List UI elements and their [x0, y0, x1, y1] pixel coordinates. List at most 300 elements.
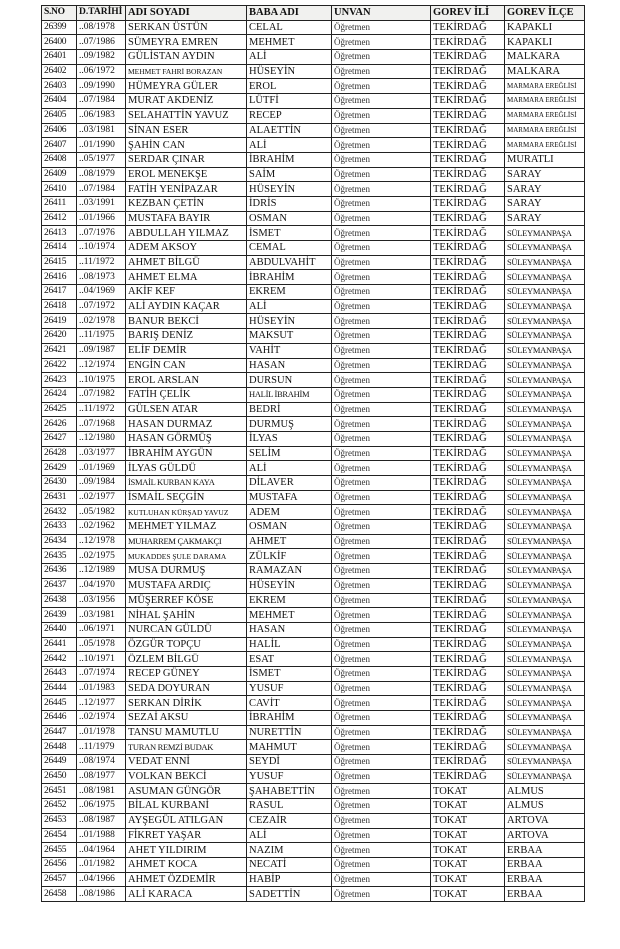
- cell-province: TEKİRDAĞ: [431, 226, 505, 241]
- cell-title: Öğretmen: [332, 740, 431, 755]
- table-row: [42, 314, 585, 329]
- cell-sno: 26454: [42, 828, 77, 843]
- cell-birth-date: ..12/1980: [77, 431, 126, 446]
- cell-birth-date: ..11/1972: [77, 402, 126, 417]
- cell-sno: 26429: [42, 461, 77, 476]
- table-row: [42, 94, 585, 109]
- cell-father-name: SADETTİN: [247, 887, 332, 902]
- cell-sno: 26426: [42, 417, 77, 432]
- cell-title: Öğretmen: [332, 50, 431, 65]
- cell-birth-date: ..06/1983: [77, 108, 126, 123]
- cell-name: SELAHATTİN YAVUZ: [126, 108, 247, 123]
- cell-name: HÜMEYRA GÜLER: [126, 79, 247, 94]
- table-row: [42, 872, 585, 887]
- cell-title: Öğretmen: [332, 35, 431, 50]
- table-row: [42, 270, 585, 285]
- cell-district: SARAY: [505, 182, 585, 197]
- cell-province: TEKİRDAĞ: [431, 241, 505, 256]
- cell-father-name: AHMET: [247, 534, 332, 549]
- cell-title: Öğretmen: [332, 578, 431, 593]
- cell-father-name: ABDULVAHİT: [247, 255, 332, 270]
- cell-district: SÜLEYMANPAŞA: [505, 373, 585, 388]
- cell-birth-date: ..01/1966: [77, 211, 126, 226]
- cell-father-name: İBRAHİM: [247, 270, 332, 285]
- table-row: [42, 769, 585, 784]
- table-row: [42, 755, 585, 770]
- cell-birth-date: ..02/1975: [77, 549, 126, 564]
- cell-birth-date: ..02/1978: [77, 314, 126, 329]
- cell-birth-date: ..07/1984: [77, 182, 126, 197]
- table-row: [42, 622, 585, 637]
- cell-sno: 26436: [42, 564, 77, 579]
- cell-birth-date: ..01/1969: [77, 461, 126, 476]
- cell-father-name: VAHİT: [247, 343, 332, 358]
- cell-name: ŞAHİN CAN: [126, 138, 247, 153]
- cell-province: TEKİRDAĞ: [431, 608, 505, 623]
- cell-name: EROL ARSLAN: [126, 373, 247, 388]
- cell-district: SÜLEYMANPAŞA: [505, 285, 585, 300]
- cell-birth-date: ..03/1981: [77, 608, 126, 623]
- table-row: [42, 343, 585, 358]
- cell-province: TEKİRDAĞ: [431, 769, 505, 784]
- cell-birth-date: ..08/1979: [77, 167, 126, 182]
- cell-sno: 26407: [42, 138, 77, 153]
- cell-title: Öğretmen: [332, 387, 431, 402]
- cell-father-name: HASAN: [247, 358, 332, 373]
- cell-father-name: MUSTAFA: [247, 490, 332, 505]
- cell-title: Öğretmen: [332, 226, 431, 241]
- cell-father-name: ALİ: [247, 828, 332, 843]
- cell-birth-date: ..03/1981: [77, 123, 126, 138]
- cell-province: TEKİRDAĞ: [431, 549, 505, 564]
- table-row: [42, 417, 585, 432]
- cell-province: TEKİRDAĞ: [431, 740, 505, 755]
- cell-father-name: İLYAS: [247, 431, 332, 446]
- cell-sno: 26433: [42, 520, 77, 535]
- cell-name: NİHAL ŞAHİN: [126, 608, 247, 623]
- cell-title: Öğretmen: [332, 681, 431, 696]
- cell-province: TOKAT: [431, 843, 505, 858]
- cell-father-name: HASAN: [247, 622, 332, 637]
- table-row: [42, 387, 585, 402]
- cell-father-name: HÜSEYİN: [247, 578, 332, 593]
- cell-father-name: HÜSEYİN: [247, 64, 332, 79]
- cell-district: SÜLEYMANPAŞA: [505, 505, 585, 520]
- cell-province: TEKİRDAĞ: [431, 593, 505, 608]
- cell-name: AHMET KOCA: [126, 857, 247, 872]
- cell-title: Öğretmen: [332, 843, 431, 858]
- cell-district: SÜLEYMANPAŞA: [505, 755, 585, 770]
- cell-title: Öğretmen: [332, 343, 431, 358]
- cell-sno: 26430: [42, 476, 77, 491]
- cell-father-name: HÜSEYİN: [247, 182, 332, 197]
- cell-district: SÜLEYMANPAŞA: [505, 490, 585, 505]
- cell-district: SÜLEYMANPAŞA: [505, 343, 585, 358]
- cell-name: MÜŞERREF KÖSE: [126, 593, 247, 608]
- cell-province: TOKAT: [431, 857, 505, 872]
- cell-name: SEZAİ AKSU: [126, 711, 247, 726]
- cell-district: SÜLEYMANPAŞA: [505, 387, 585, 402]
- cell-province: TEKİRDAĞ: [431, 622, 505, 637]
- cell-name: ÖZGÜR TOPÇU: [126, 637, 247, 652]
- cell-sno: 26437: [42, 578, 77, 593]
- cell-father-name: MAKSUT: [247, 329, 332, 344]
- cell-district: KAPAKLI: [505, 20, 585, 35]
- cell-province: TEKİRDAĞ: [431, 358, 505, 373]
- cell-title: Öğretmen: [332, 476, 431, 491]
- table-row: [42, 431, 585, 446]
- table-row: [42, 461, 585, 476]
- cell-province: TEKİRDAĞ: [431, 343, 505, 358]
- cell-title: Öğretmen: [332, 196, 431, 211]
- cell-birth-date: ..01/1990: [77, 138, 126, 153]
- cell-province: TEKİRDAĞ: [431, 520, 505, 535]
- cell-birth-date: ..03/1991: [77, 196, 126, 211]
- cell-father-name: OSMAN: [247, 520, 332, 535]
- cell-birth-date: ..04/1969: [77, 285, 126, 300]
- cell-father-name: İSMET: [247, 666, 332, 681]
- cell-birth-date: ..08/1987: [77, 813, 126, 828]
- table-row: [42, 285, 585, 300]
- cell-name: MUHARREM ÇAKMAKÇI: [126, 534, 247, 549]
- table-row: [42, 857, 585, 872]
- table-row: [42, 887, 585, 902]
- table-row: [42, 138, 585, 153]
- cell-province: TOKAT: [431, 887, 505, 902]
- cell-birth-date: ..03/1956: [77, 593, 126, 608]
- cell-father-name: İSMET: [247, 226, 332, 241]
- cell-sno: 26404: [42, 94, 77, 109]
- table-row: [42, 813, 585, 828]
- cell-father-name: NURETTİN: [247, 725, 332, 740]
- cell-title: Öğretmen: [332, 622, 431, 637]
- cell-birth-date: ..02/1977: [77, 490, 126, 505]
- cell-title: Öğretmen: [332, 784, 431, 799]
- cell-district: SÜLEYMANPAŞA: [505, 476, 585, 491]
- cell-name: MUKADDES ŞULE DARAMA: [126, 549, 247, 564]
- cell-sno: 26399: [42, 20, 77, 35]
- cell-name: FATİH YENİPAZAR: [126, 182, 247, 197]
- cell-name: BARIŞ DENİZ: [126, 329, 247, 344]
- cell-father-name: ESAT: [247, 652, 332, 667]
- cell-name: AYŞEGÜL ATILGAN: [126, 813, 247, 828]
- cell-district: SÜLEYMANPAŞA: [505, 358, 585, 373]
- cell-name: AHMET ELMA: [126, 270, 247, 285]
- cell-birth-date: ..09/1987: [77, 343, 126, 358]
- cell-title: Öğretmen: [332, 182, 431, 197]
- cell-province: TEKİRDAĞ: [431, 652, 505, 667]
- table-row: [42, 373, 585, 388]
- cell-sno: 26450: [42, 769, 77, 784]
- cell-sno: 26451: [42, 784, 77, 799]
- table-header-row: [42, 6, 585, 21]
- cell-province: TEKİRDAĞ: [431, 285, 505, 300]
- cell-title: Öğretmen: [332, 373, 431, 388]
- cell-birth-date: ..10/1974: [77, 241, 126, 256]
- cell-district: ALMUS: [505, 784, 585, 799]
- cell-title: Öğretmen: [332, 255, 431, 270]
- cell-name: VEDAT ENNİ: [126, 755, 247, 770]
- cell-district: SÜLEYMANPAŞA: [505, 241, 585, 256]
- table-row: [42, 402, 585, 417]
- cell-birth-date: ..07/1982: [77, 387, 126, 402]
- cell-birth-date: ..11/1979: [77, 740, 126, 755]
- cell-title: Öğretmen: [332, 549, 431, 564]
- cell-sno: 26409: [42, 167, 77, 182]
- cell-sno: 26406: [42, 123, 77, 138]
- cell-father-name: MEHMET: [247, 608, 332, 623]
- cell-district: MARMARA EREĞLİSİ: [505, 123, 585, 138]
- table-row: [42, 299, 585, 314]
- cell-district: SÜLEYMANPAŞA: [505, 725, 585, 740]
- cell-district: ARTOVA: [505, 813, 585, 828]
- cell-district: SÜLEYMANPAŞA: [505, 299, 585, 314]
- cell-title: Öğretmen: [332, 314, 431, 329]
- cell-title: Öğretmen: [332, 593, 431, 608]
- cell-province: TEKİRDAĞ: [431, 50, 505, 65]
- cell-name: KEZBAN ÇETİN: [126, 196, 247, 211]
- cell-name: ÖZLEM BİLGÜ: [126, 652, 247, 667]
- cell-sno: 26441: [42, 637, 77, 652]
- table-row: [42, 108, 585, 123]
- cell-title: Öğretmen: [332, 358, 431, 373]
- cell-birth-date: ..01/1988: [77, 828, 126, 843]
- cell-sno: 26440: [42, 622, 77, 637]
- table-row: [42, 79, 585, 94]
- cell-birth-date: ..08/1986: [77, 887, 126, 902]
- cell-title: Öğretmen: [332, 299, 431, 314]
- table-row: [42, 578, 585, 593]
- cell-name: MUSTAFA ARDIÇ: [126, 578, 247, 593]
- cell-province: TEKİRDAĞ: [431, 182, 505, 197]
- cell-father-name: CEZAİR: [247, 813, 332, 828]
- cell-district: SÜLEYMANPAŞA: [505, 578, 585, 593]
- cell-sno: 26435: [42, 549, 77, 564]
- cell-province: TEKİRDAĞ: [431, 725, 505, 740]
- cell-province: TEKİRDAĞ: [431, 138, 505, 153]
- cell-title: Öğretmen: [332, 431, 431, 446]
- cell-title: Öğretmen: [332, 402, 431, 417]
- table-row: [42, 740, 585, 755]
- cell-name: SEDA DOYURAN: [126, 681, 247, 696]
- cell-sno: 26432: [42, 505, 77, 520]
- table-row: [42, 241, 585, 256]
- header-title: UNVAN: [332, 6, 431, 21]
- header-province: GOREV İLİ: [431, 6, 505, 21]
- cell-name: AHET YILDIRIM: [126, 843, 247, 858]
- cell-district: SÜLEYMANPAŞA: [505, 666, 585, 681]
- cell-birth-date: ..06/1971: [77, 622, 126, 637]
- cell-father-name: LÜTFİ: [247, 94, 332, 109]
- table-row: [42, 725, 585, 740]
- cell-father-name: NAZIM: [247, 843, 332, 858]
- cell-sno: 26405: [42, 108, 77, 123]
- cell-father-name: DURMUŞ: [247, 417, 332, 432]
- cell-district: KAPAKLI: [505, 35, 585, 50]
- cell-birth-date: ..07/1986: [77, 35, 126, 50]
- cell-province: TEKİRDAĞ: [431, 696, 505, 711]
- cell-birth-date: ..08/1981: [77, 784, 126, 799]
- cell-father-name: OSMAN: [247, 211, 332, 226]
- cell-sno: 26427: [42, 431, 77, 446]
- table-row: [42, 490, 585, 505]
- cell-district: ALMUS: [505, 799, 585, 814]
- cell-title: Öğretmen: [332, 241, 431, 256]
- cell-birth-date: ..11/1972: [77, 255, 126, 270]
- cell-sno: 26416: [42, 270, 77, 285]
- cell-name: EROL MENEKŞE: [126, 167, 247, 182]
- cell-birth-date: ..07/1984: [77, 94, 126, 109]
- header-district: GOREV İLÇE: [505, 6, 585, 21]
- cell-name: ALİ KARACA: [126, 887, 247, 902]
- cell-title: Öğretmen: [332, 64, 431, 79]
- cell-sno: 26424: [42, 387, 77, 402]
- cell-sno: 26413: [42, 226, 77, 241]
- table-row: [42, 123, 585, 138]
- cell-province: TEKİRDAĞ: [431, 755, 505, 770]
- cell-district: SÜLEYMANPAŞA: [505, 226, 585, 241]
- cell-district: MARMARA EREĞLİSİ: [505, 108, 585, 123]
- cell-name: ENGİN CAN: [126, 358, 247, 373]
- cell-title: Öğretmen: [332, 270, 431, 285]
- cell-district: SARAY: [505, 211, 585, 226]
- cell-name: HASAN DURMAZ: [126, 417, 247, 432]
- cell-father-name: YUSUF: [247, 769, 332, 784]
- cell-name: HASAN GÖRMÜŞ: [126, 431, 247, 446]
- cell-district: MURATLI: [505, 152, 585, 167]
- cell-father-name: CELAL: [247, 20, 332, 35]
- cell-district: SÜLEYMANPAŞA: [505, 461, 585, 476]
- cell-birth-date: ..01/1983: [77, 681, 126, 696]
- table-row: [42, 446, 585, 461]
- cell-province: TEKİRDAĞ: [431, 711, 505, 726]
- cell-birth-date: ..08/1973: [77, 270, 126, 285]
- cell-name: ALİ AYDIN KAÇAR: [126, 299, 247, 314]
- cell-father-name: SELİM: [247, 446, 332, 461]
- cell-father-name: HALİL: [247, 637, 332, 652]
- cell-sno: 26410: [42, 182, 77, 197]
- cell-sno: 26419: [42, 314, 77, 329]
- cell-sno: 26444: [42, 681, 77, 696]
- table-row: [42, 505, 585, 520]
- cell-district: SÜLEYMANPAŞA: [505, 593, 585, 608]
- table-row: [42, 520, 585, 535]
- cell-district: SÜLEYMANPAŞA: [505, 564, 585, 579]
- cell-province: TEKİRDAĞ: [431, 211, 505, 226]
- table-row: [42, 534, 585, 549]
- cell-district: SÜLEYMANPAŞA: [505, 740, 585, 755]
- cell-birth-date: ..09/1984: [77, 476, 126, 491]
- cell-province: TEKİRDAĞ: [431, 387, 505, 402]
- cell-province: TEKİRDAĞ: [431, 373, 505, 388]
- cell-name: BANUR BEKCİ: [126, 314, 247, 329]
- cell-title: Öğretmen: [332, 20, 431, 35]
- cell-name: İLYAS GÜLDÜ: [126, 461, 247, 476]
- cell-name: AKİF KEF: [126, 285, 247, 300]
- cell-birth-date: ..04/1970: [77, 578, 126, 593]
- cell-name: TURAN REMZİ BUDAK: [126, 740, 247, 755]
- cell-province: TEKİRDAĞ: [431, 476, 505, 491]
- cell-district: ARTOVA: [505, 828, 585, 843]
- cell-name: SİNAN ESER: [126, 123, 247, 138]
- cell-father-name: ŞAHABETTİN: [247, 784, 332, 799]
- cell-province: TEKİRDAĞ: [431, 79, 505, 94]
- cell-district: SÜLEYMANPAŞA: [505, 270, 585, 285]
- cell-province: TOKAT: [431, 813, 505, 828]
- cell-district: SÜLEYMANPAŞA: [505, 417, 585, 432]
- cell-father-name: RAMAZAN: [247, 564, 332, 579]
- cell-sno: 26452: [42, 799, 77, 814]
- table-row: [42, 711, 585, 726]
- cell-title: Öğretmen: [332, 696, 431, 711]
- table-row: [42, 20, 585, 35]
- cell-father-name: CEMAL: [247, 241, 332, 256]
- cell-sno: 26428: [42, 446, 77, 461]
- cell-district: SÜLEYMANPAŞA: [505, 446, 585, 461]
- cell-district: ERBAA: [505, 872, 585, 887]
- cell-province: TEKİRDAĞ: [431, 329, 505, 344]
- cell-title: Öğretmen: [332, 152, 431, 167]
- cell-district: SÜLEYMANPAŞA: [505, 769, 585, 784]
- cell-sno: 26449: [42, 755, 77, 770]
- cell-father-name: MAHMUT: [247, 740, 332, 755]
- cell-district: ERBAA: [505, 857, 585, 872]
- cell-district: SÜLEYMANPAŞA: [505, 402, 585, 417]
- cell-district: MARMARA EREĞLİSİ: [505, 138, 585, 153]
- cell-province: TEKİRDAĞ: [431, 196, 505, 211]
- table-row: [42, 226, 585, 241]
- table-row: [42, 696, 585, 711]
- cell-title: Öğretmen: [332, 725, 431, 740]
- table-row: [42, 681, 585, 696]
- cell-district: SÜLEYMANPAŞA: [505, 549, 585, 564]
- cell-province: TEKİRDAĞ: [431, 578, 505, 593]
- table-row: [42, 652, 585, 667]
- cell-father-name: İBRAHİM: [247, 152, 332, 167]
- cell-name: VOLKAN BEKCİ: [126, 769, 247, 784]
- cell-father-name: İBRAHİM: [247, 711, 332, 726]
- cell-birth-date: ..04/1966: [77, 872, 126, 887]
- cell-name: ABDULLAH YILMAZ: [126, 226, 247, 241]
- cell-father-name: DİLAVER: [247, 476, 332, 491]
- cell-province: TEKİRDAĞ: [431, 108, 505, 123]
- cell-father-name: ALAETTİN: [247, 123, 332, 138]
- cell-title: Öğretmen: [332, 211, 431, 226]
- cell-name: SERKAN DİRİK: [126, 696, 247, 711]
- cell-birth-date: ..07/1968: [77, 417, 126, 432]
- cell-father-name: CAVİT: [247, 696, 332, 711]
- cell-province: TEKİRDAĞ: [431, 534, 505, 549]
- cell-father-name: RASUL: [247, 799, 332, 814]
- cell-birth-date: ..12/1974: [77, 358, 126, 373]
- cell-father-name: HALİL İBRAHİM: [247, 387, 332, 402]
- cell-sno: 26448: [42, 740, 77, 755]
- table-row: [42, 608, 585, 623]
- cell-name: TANSU MAMUTLU: [126, 725, 247, 740]
- cell-district: SARAY: [505, 167, 585, 182]
- cell-sno: 26415: [42, 255, 77, 270]
- cell-name: MUSA DURMUŞ: [126, 564, 247, 579]
- cell-province: TEKİRDAĞ: [431, 299, 505, 314]
- cell-title: Öğretmen: [332, 329, 431, 344]
- cell-sno: 26408: [42, 152, 77, 167]
- cell-sno: 26418: [42, 299, 77, 314]
- cell-name: ADEM AKSOY: [126, 241, 247, 256]
- cell-father-name: ADEM: [247, 505, 332, 520]
- cell-district: SÜLEYMANPAŞA: [505, 622, 585, 637]
- cell-birth-date: ..04/1964: [77, 843, 126, 858]
- cell-sno: 26447: [42, 725, 77, 740]
